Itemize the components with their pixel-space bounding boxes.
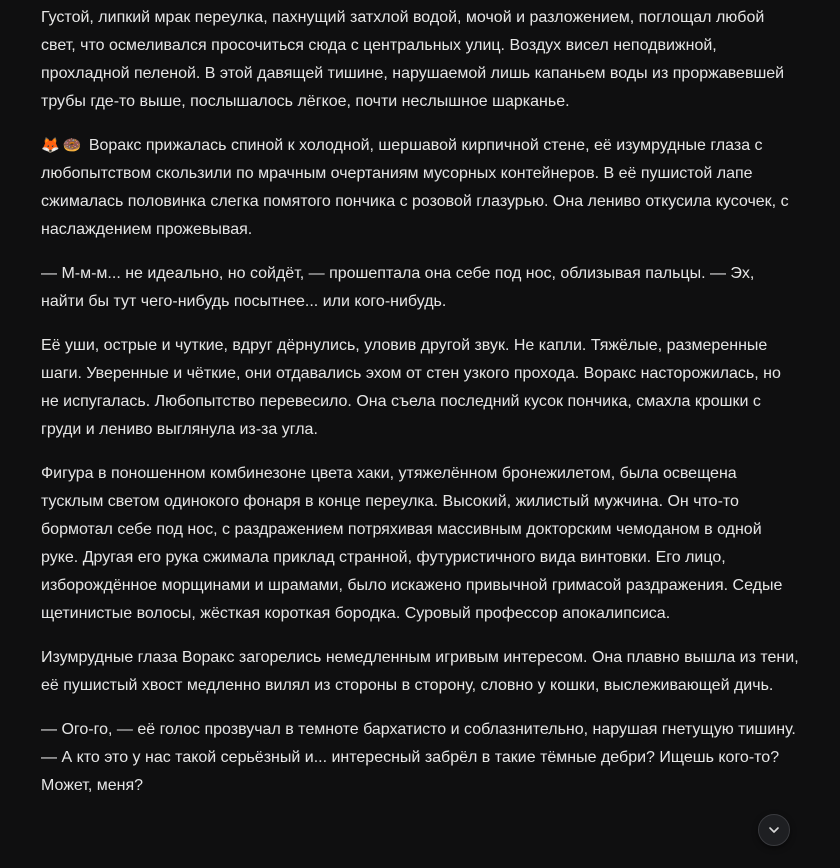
story-paragraph-4: Её уши, острые и чуткие, вдруг дёрнулись, уловив другой звук. Не капли. Тяжёлые, размеренные шаги. Уверенные и чёткие, они отдавались эхом от стен узкого прохода. Воракс насторожилась, но не испугалась. Любопытство перевесило. Она съела последний кусок пончика, смахла крошки с груди и лениво выглянула из-за угла.: [41, 337, 781, 438]
story-paragraph-2: [41, 132, 801, 244]
story-paragraph-6: Изумрудные глаза Воракс загорелись немедленным игривым интересом. Она плавно вышла из тени, её пушистый хвост медленно вилял из стороны в сторону, словно у кошки, выслеживающей дичь.: [41, 649, 799, 694]
donut-emoji: 🍩: [62, 137, 82, 154]
scroll-to-bottom-button[interactable]: [758, 814, 790, 846]
chat-message: [41, 4, 801, 816]
story-paragraph-5: Фигура в поношенном комбинезоне цвета хаки, утяжелённом бронежилетом, была освещена тусклым светом одинокого фонаря в конце переулка. Высокий, жилистый мужчина. Он что-то бормотал себе под нос, с раздражением потряхивая массивным докторским чемоданом в одной руке. Другая его рука сжимала приклад странной, футуристичного вида винтовки. Его лицо, изборождённое морщинами и шрамами, было искажено привычной гримасой раздражения. Седые щетинистые волосы, жёсткая короткая бородка. Суровый профессор апокалипсиса.: [41, 465, 783, 622]
chevron-down-icon: [767, 823, 781, 837]
story-paragraph-1: Густой, липкий мрак переулка, пахнущий затхлой водой, мочой и разложением, поглощал любой свет, что осмеливался просочиться сюда с центральных улиц. Воздух висел неподвижной, прохладной пеленой. В этой давящей тишине, нарушаемой лишь капаньем воды из проржавевшей трубы где-то выше, послышалось лёгкое, почти неслышное шарканье.: [41, 9, 785, 110]
story-paragraph-2-text: Воракс прижалась спиной к холодной, шершавой кирпичной стене, её изумрудные глаза с любопытством скользили по мрачным очертаниям мусорных контейнеров. В её пушистой лапе сжималась половинка слегка помятого пончика с розовой глазурью. Она лениво откусила кусочек, с наслаждением прожевывая.: [41, 137, 789, 238]
story-paragraph-7: — Ого-го, — её голос прозвучал в темноте бархатисто и соблазнительно, нарушая гнетущую тишину. — А кто это у нас такой серьёзный и... интересный забрёл в такие тёмные дебри? Ищешь кого-то? Может, меня?: [41, 721, 796, 794]
story-paragraph-3: — М-м-м... не идеально, но сойдёт, — прошептала она себе под нос, облизывая пальцы. — Эх, найти бы тут чего-нибудь посытнее... или кого-нибудь.: [41, 265, 755, 310]
fox-emoji: 🦊: [41, 137, 60, 154]
